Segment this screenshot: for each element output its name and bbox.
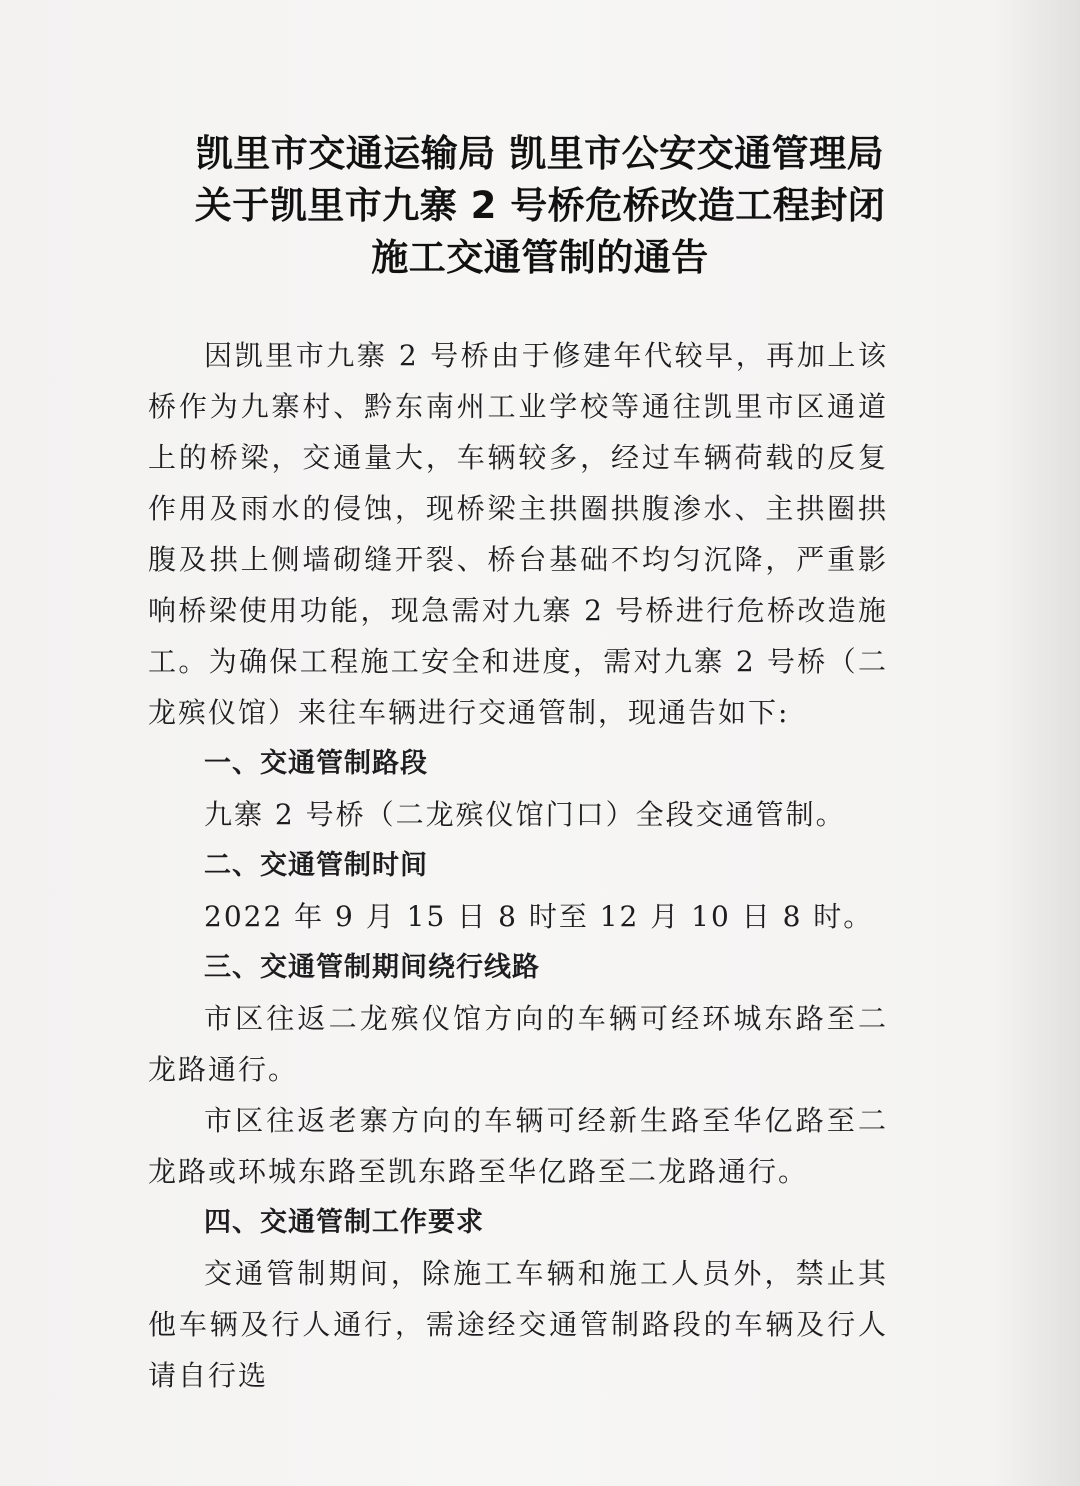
section-2-paragraph: 2022 年 9 月 15 日 8 时至 12 月 10 日 8 时。	[204, 900, 874, 933]
title-line-1: 凯里市交通运输局 凯里市公安交通管理局	[195, 132, 885, 175]
section-3-paragraph-1: 市区往返二龙殡仪馆方向的车辆可经环城东路至二龙路通行。	[148, 1002, 888, 1086]
section-heading-2: 二、交通管制时间	[204, 850, 428, 881]
section-4-paragraph: 交通管制期间，除施工车辆和施工人员外，禁止其他车辆及行人通行，需途经交通管制路段的车辆及行人请自行选	[148, 1257, 888, 1392]
document-body	[148, 330, 888, 1401]
section-1-paragraph: 九寨 2 号桥（二龙殡仪馆门口）全段交通管制。	[204, 798, 846, 831]
section-heading-1: 一、交通管制路段	[204, 748, 428, 779]
section-heading-3: 三、交通管制期间绕行线路	[204, 952, 540, 983]
section-3-paragraph-2: 市区往返老寨方向的车辆可经新生路至华亿路至二龙路或环城东路至凯东路至华亿路至二龙路通行。	[148, 1104, 888, 1188]
intro-paragraph: 因凯里市九寨 2 号桥由于修建年代较早，再加上该桥作为九寨村、黔东南州工业学校等通往凯里市区通道上的桥梁，交通量大，车辆较多，经过车辆荷载的反复作用及雨水的侵蚀，现桥梁主拱圈拱腹渗水、主拱圈拱腹及拱上侧墙砌缝开裂、桥台基础不均匀沉降，严重影响桥梁使用功能，现急需对九寨 2 号桥进行危桥改造施工。为确保工程施工安全和进度，需对九寨 2 号桥（二龙殡仪馆）来往车辆进行交通管制，现通告如下:	[148, 339, 888, 729]
document-title	[0, 128, 1080, 284]
title-line-2: 关于凯里市九寨 2 号桥危桥改造工程封闭	[194, 184, 886, 227]
section-heading-4: 四、交通管制工作要求	[204, 1207, 484, 1238]
title-line-3: 施工交通管制的通告	[371, 236, 709, 279]
